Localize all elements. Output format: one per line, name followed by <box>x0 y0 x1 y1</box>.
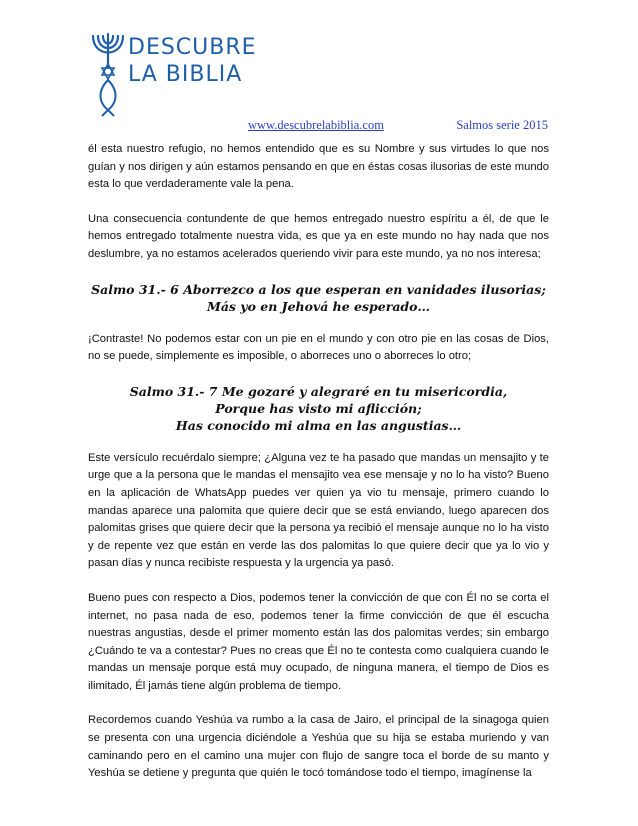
verse-line: Salmo 31.- 7 Me gozaré y alegraré en tu misericordia, <box>129 383 508 399</box>
logo-text <box>128 34 257 88</box>
paragraph: Bueno pues con respecto a Dios, podemos tener la convicción de que con Él no se corta el internet, no pasa nada de eso, podemos tener la firme convicción de que él escucha nuestras angustias, desde el primer momento están las dos palomitas verdes; sin embargo ¿Cuándo te va a contestar? Pues no creas que Él no te contesta como cualquiera cuando le mandas un mensaje porque está muy ocupado, de ninguna manera, el tiempo de Dios es ilimitado, Él jamás tiene algún problema de tiempo. <box>88 591 549 692</box>
paragraph: Este versículo recuérdalo siempre; ¿Alguna vez te ha pasado que mandas un mensajito y te urge que a la persona que le mandas el mensajito vea ese mensaje y no lo ha visto? Bueno en la aplicación de WhatsApp puedes ver quien ya vio tu mensaje, primero cuando lo mandas aparece una palomita que quiere decir que se está enviando, luego aparecen dos palomitas grises que quiere decir que la persona ya recibió el mensaje aunque no lo ha visto y de repente vez que están en verde las dos palomitas lo que quiere decir que ya lo vio y pasan días y nunca recibiste respuesta y la urgencia ya pasó. <box>88 451 549 570</box>
document-body <box>88 141 549 800</box>
verse-quote <box>88 281 549 315</box>
logo <box>88 28 257 118</box>
paragraph: él esta nuestro refugio, no hemos entendido que es su Nombre y sus virtudes lo que nos guían y nos dirigen y aún estamos pensando en que en éstas cosas ilusorias de este mundo esta lo que verdaderamente vale la pena. <box>88 143 549 191</box>
logo-line-2: LA BIBLIA <box>128 62 243 87</box>
verse-quote <box>88 383 549 434</box>
series-label: Salmos serie 2015 <box>456 118 548 132</box>
paragraph: ¡Contraste! No podemos estar con un pie en el mundo y con otro pie en las cosas de Dios, no se puede, simplemente es imposible, o aborreces uno o aborreces lo otro; <box>88 332 549 363</box>
verse-line: Porque has visto mi aflicción; <box>215 400 422 416</box>
paragraph: Una consecuencia contundente de que hemos entregado nuestro espíritu a él, de que le hemos entregado totalmente nuestra vida, es que ya en este mundo no hay nada que nos deslumbre, ya no estamos acelerados queriendo vivir para este mundo, ya no nos interesa; <box>88 212 549 260</box>
paragraph: Recordemos cuando Yeshúa va rumbo a la casa de Jairo, el principal de la sinagoga quien se presenta con una urgencia diciéndole a Yeshúa que su hija se estaba muriendo y van caminando pero en el camino una mujer con flujo de sangre toca el borde de su manto y Yeshúa se detiene y pregunta que quién le tocó tomándose todo el tiempo, imagínense la <box>88 714 549 780</box>
verse-line: Salmo 31.- 6 Aborrezco a los que esperan en vanidades ilusorias; <box>91 281 546 297</box>
verse-line: Has conocido mi alma en las angustias… <box>175 417 462 433</box>
logo-line-1: DESCUBRE <box>128 35 257 60</box>
verse-line: Más yo en Jehová he esperado… <box>206 298 431 314</box>
website-link[interactable]: www.descubrelabiblia.com <box>248 118 384 132</box>
menorah-fish-star-icon <box>88 28 128 118</box>
